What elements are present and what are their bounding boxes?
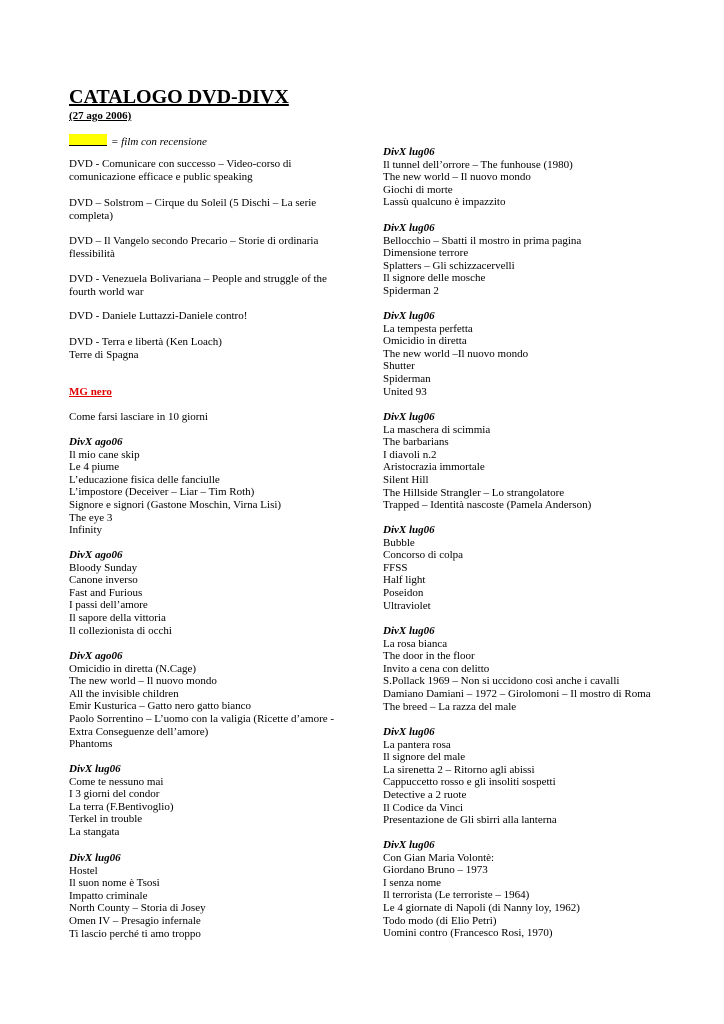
document-title: CATALOGO DVD-DIVX (69, 86, 289, 108)
group-heading: DivX lug06 (69, 852, 121, 864)
list-item: Spiderman (383, 373, 431, 385)
list-item: Impatto criminale (69, 889, 148, 902)
list-item: Giordano Bruno – 1973 (383, 864, 488, 877)
list-item: Ti lascio perché ti amo troppo (69, 927, 201, 940)
list-item: Il collezionista di occhi (69, 624, 172, 637)
list-item: Trapped – Identità nascoste (Pamela Anderson) (383, 499, 592, 512)
list-item: Giochi di morte (383, 183, 453, 196)
list-item: La terra (F.Bentivoglio) (69, 800, 174, 813)
group-heading: DivX lug06 (383, 726, 435, 738)
list-item: Bellocchio – Sbatti il mostro in prima pagina (383, 234, 582, 247)
list-item: S.Pollack 1969 – Non si uccidono così anche i cavalli (383, 675, 620, 688)
group-heading: DivX lug06 (383, 625, 435, 637)
list-item: La rosa bianca (383, 637, 448, 650)
list-item: Il sapore della vittoria (69, 612, 166, 624)
dvd-entry: DVD – Il Vangelo secondo Precario – Storie di ordinaria flessibilità (69, 235, 319, 260)
list-item: Il suon nome è Tsosi (69, 877, 160, 890)
list-item: Infinity (69, 524, 102, 537)
list-item: Le 4 piume (69, 461, 120, 474)
list-item: Il signore del male (383, 751, 466, 764)
list-item: Poseidon (383, 587, 424, 599)
list-item: Presentazione de Gli sbirri alla lanterna (383, 814, 557, 827)
group-heading: DivX ago06 (69, 436, 123, 448)
mg-nero-label: MG nero (69, 386, 112, 398)
list-item: Todo modo (di Elio Petri) (383, 914, 497, 927)
list-item: Omen IV – Presagio infernale (69, 915, 201, 927)
list-item: All the invisible children (69, 687, 179, 700)
group-heading: DivX lug06 (383, 839, 435, 851)
list-item: I senza nome (383, 876, 442, 889)
list-item: Il mio cane skip (69, 448, 140, 461)
list-item: La tempesta perfetta (383, 322, 473, 335)
dvd-entry: DVD - Venezuela Bolivariana – People and struggle of the fourth world war (69, 273, 327, 298)
dvd-entry: Terre di Spagna (69, 349, 139, 361)
list-item: Detective a 2 ruote (383, 789, 467, 801)
list-item: Bloody Sunday (69, 561, 138, 574)
list-item: Emir Kusturica – Gatto nero gatto bianco (69, 700, 252, 713)
group-heading: DivX lug06 (69, 763, 121, 775)
list-item: Paolo Sorrentino – L’uomo con la valigia (Ricette d’amore - (69, 713, 335, 725)
list-item: Il Codice da Vinci (383, 801, 464, 814)
list-item: The eye 3 (69, 511, 113, 524)
list-item: Extra Conseguenze dell’amore) (69, 725, 209, 738)
list-item: Uomini contro (Francesco Rosi, 1970) (383, 927, 553, 940)
group-heading: DivX lug06 (383, 222, 435, 234)
list-item: Come farsi lasciare in 10 giorni (69, 411, 208, 423)
list-item: The door in the floor (383, 650, 475, 663)
list-item: L’educazione fisica delle fanciulle (69, 473, 220, 486)
list-item: Come te nessuno mai (69, 775, 164, 788)
group-heading: DivX ago06 (69, 549, 123, 561)
list-item: I passi dell’amore (69, 599, 148, 612)
list-item: Terkel in trouble (69, 813, 143, 826)
list-item: Aristocrazia immortale (383, 461, 485, 474)
group-heading: DivX lug06 (383, 310, 435, 322)
list-item: L’impostore (Deceiver – Liar – Tim Roth) (69, 486, 255, 499)
list-item: Il terrorista (Le terroriste – 1964) (383, 889, 530, 902)
list-item: Dimensione terrore (383, 247, 469, 260)
dvd-entry: DVD - Comunicare con successo – Video-corso di comunicazione efficace e public speaking (69, 158, 292, 183)
group-heading: DivX lug06 (383, 411, 435, 423)
list-item: The Hillside Strangler – Lo strangolatore (383, 486, 565, 499)
group-heading: DivX lug06 (383, 146, 435, 158)
list-item: La maschera di scimmia (383, 423, 491, 436)
legend (69, 134, 207, 149)
list-item: FFSS (383, 561, 408, 574)
dvd-entry: DVD - Daniele Luttazzi-Daniele contro! (69, 310, 248, 322)
list-item: Signore e signori (Gastone Moschin, Virna Lisi) (69, 499, 282, 511)
list-item: La sirenetta 2 – Ritorno agli abissi (383, 763, 535, 776)
list-item: The breed – La razza del male (383, 700, 517, 713)
list-item: Half light (383, 574, 426, 587)
list-item: United 93 (383, 385, 427, 398)
list-item: North County – Storia di Josey (69, 902, 206, 915)
list-item: I diavoli n.2 (383, 448, 437, 461)
list-item: The barbarians (383, 436, 449, 449)
list-item: Cappuccetto rosso e gli insoliti sospetti (383, 776, 556, 789)
list-item: I 3 giorni del condor (69, 788, 160, 801)
list-item: Fast and Furious (69, 586, 143, 599)
list-item: Silent Hill (383, 474, 429, 486)
list-item: Phantoms (69, 738, 113, 751)
list-item: Invito a cena con delitto (383, 662, 490, 675)
list-item: Shutter (383, 360, 415, 373)
list-item: Le 4 giornate di Napoli (di Nanny loy, 1962) (383, 902, 580, 914)
dvd-entry: DVD – Solstrom – Cirque du Soleil (5 Dischi – La serie completa) (69, 197, 317, 222)
legend-text: = film con recensione (111, 136, 207, 148)
list-item: Ultraviolet (383, 599, 431, 612)
list-item: Spiderman 2 (383, 285, 439, 297)
group-heading: DivX lug06 (383, 524, 435, 536)
list-item: Hostel (69, 864, 98, 877)
list-item: The new world – Il nuovo mondo (69, 675, 217, 688)
list-item: Bubble (383, 536, 415, 549)
highlight-swatch (69, 134, 107, 146)
list-item: Omicidio in diretta (383, 335, 467, 348)
list-item: Lassù qualcuno è impazzito (383, 196, 506, 209)
list-item: The new world – Il nuovo mondo (383, 171, 531, 184)
list-item: La pantera rosa (383, 738, 451, 751)
list-item: Concorso di colpa (383, 549, 464, 562)
list-item: Con Gian Maria Volontè: (383, 851, 495, 864)
list-item: Damiano Damiani – 1972 – Girolomoni – Il mostro di Roma (383, 688, 651, 700)
list-item: The new world –Il nuovo mondo (383, 347, 529, 360)
list-item: Splatters – Gli schizzacervelli (383, 259, 515, 272)
dvd-entry: DVD - Terra e libertà (Ken Loach) (69, 336, 222, 348)
list-item: Omicidio in diretta (N.Cage) (69, 662, 197, 675)
document-date: (27 ago 2006) (69, 110, 132, 122)
list-item: Canone inverso (69, 574, 138, 587)
list-item: Il signore delle mosche (383, 272, 486, 285)
list-item: Il tunnel dell’orrore – The funhouse (1980) (383, 158, 573, 171)
list-item: La stangata (69, 826, 120, 838)
group-heading: DivX ago06 (69, 650, 123, 662)
